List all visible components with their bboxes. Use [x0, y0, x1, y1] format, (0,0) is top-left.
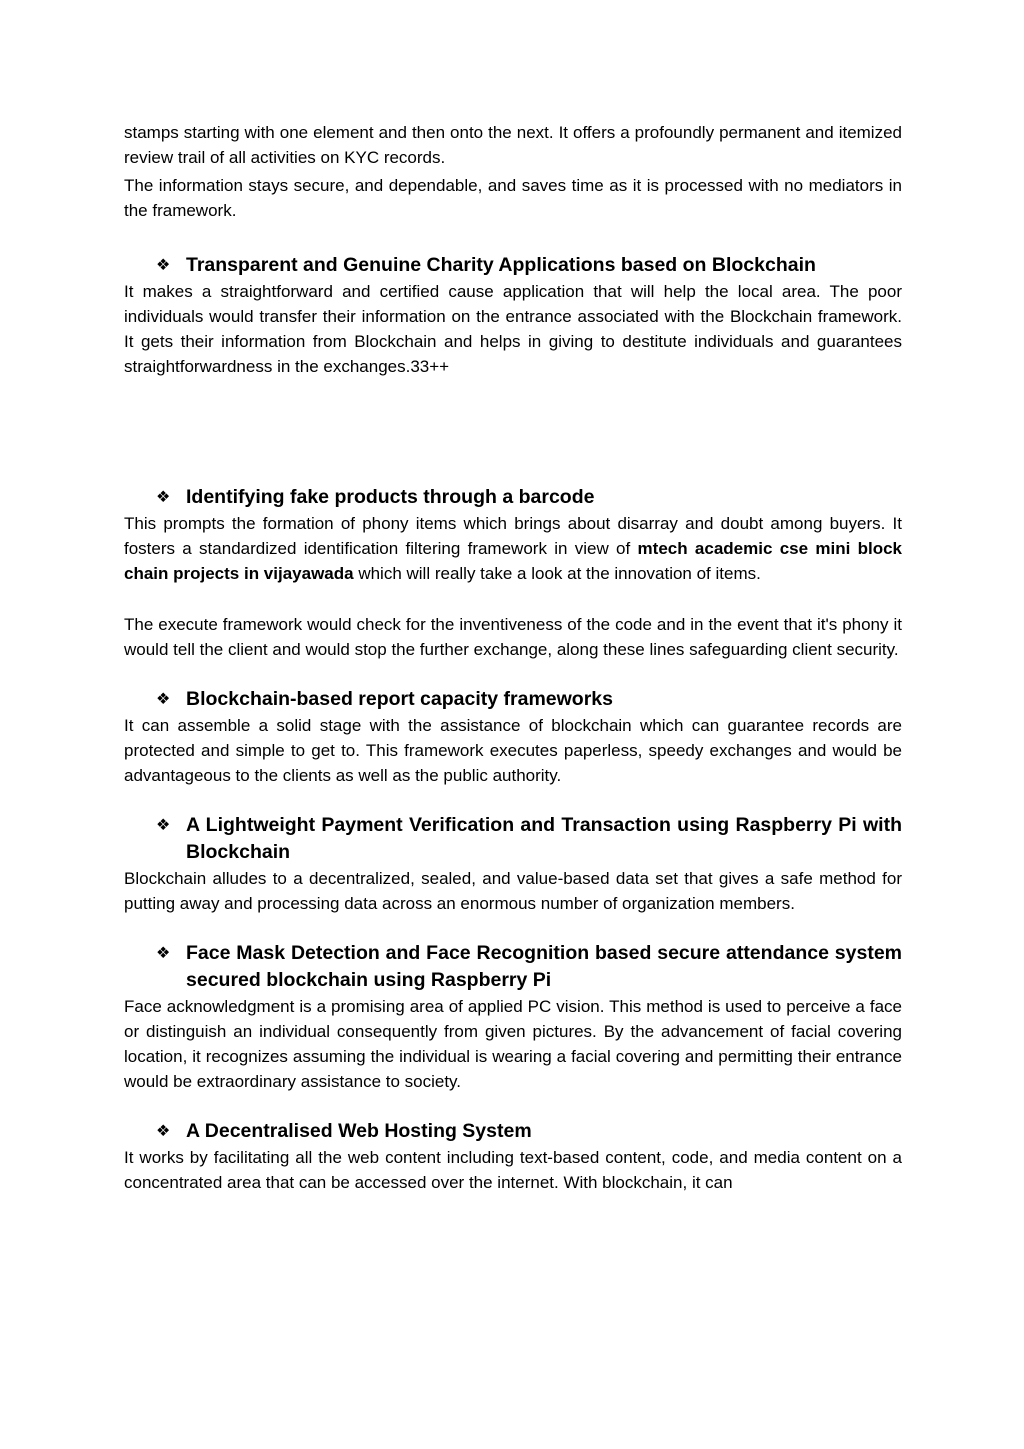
document-content: [124, 120, 902, 1195]
diamond-bullet-icon: ❖: [156, 1123, 171, 1140]
section-body-fake-products: [124, 511, 902, 586]
section-heading-text: A Decentralised Web Hosting System: [186, 1120, 532, 1142]
body-text-pre: This prompts the formation of phony items which brings about disarray and doubt among buyers. It fosters a standardized identification filtering framework in view of: [124, 514, 902, 558]
section-body-face-mask: Face acknowledgment is a promising area of applied PC vision. This method is used to perceive a face or distinguish an individual consequently from given pictures. By the advancement of facial covering location, it recognizes assuming the individual is wearing a facial covering and permitting their entrance would be extraordinary assistance to society.: [124, 997, 902, 1091]
body-text-post: which will really take a look at the innovation of items.: [353, 564, 761, 583]
section-heading-text: Identifying fake products through a barcode: [186, 486, 595, 508]
section-body-web-hosting: It works by facilitating all the web content including text-based content, code, and media content on a concentrated area that can be accessed over the internet. With blockchain, it can: [124, 1148, 902, 1192]
section-heading-fake-products: [124, 484, 902, 511]
section-heading-text: A Lightweight Payment Verification and Transaction using Raspberry Pi with Blockchain: [186, 814, 902, 863]
section-heading-text: Transparent and Genuine Charity Applications based on Blockchain: [186, 254, 816, 276]
intro-paragraph-2: The information stays secure, and dependable, and saves time as it is processed with no mediators in the framework.: [124, 176, 902, 220]
section-heading-charity: [124, 252, 902, 279]
section-body-report-capacity: It can assemble a solid stage with the assistance of blockchain which can guarantee records are protected and simple to get to. This framework executes paperless, speedy exchanges and would be advantageous to the clients as well as the public authority.: [124, 716, 902, 785]
diamond-bullet-icon: ❖: [156, 945, 171, 962]
section-body-payment-verification: Blockchain alludes to a decentralized, sealed, and value-based data set that gives a safe method for putting away and processing data across an enormous number of organization members.: [124, 869, 902, 913]
section-heading-report-capacity: [124, 686, 902, 713]
diamond-bullet-icon: ❖: [156, 489, 171, 506]
section-heading-face-mask: [124, 940, 902, 994]
section-heading-text: Face Mask Detection and Face Recognition based secure attendance system secured blockchain using Raspberry Pi: [186, 942, 902, 991]
section-heading-web-hosting: [124, 1118, 902, 1145]
diamond-bullet-icon: ❖: [156, 257, 171, 274]
intro-paragraph-1: stamps starting with one element and then onto the next. It offers a profoundly permanent and itemized review trail of all activities on KYC records.: [124, 123, 902, 167]
section-body-charity: It makes a straightforward and certified cause application that will help the local area. The poor individuals would transfer their information on the entrance associated with the Blockchain framework. It gets their information from Blockchain and helps in giving to destitute individuals and guarantees straightforwardness in the exchanges.33++: [124, 282, 902, 376]
body-keyword-bold: mtech academic cse mini block chain projects in vijayawada: [124, 539, 903, 583]
diamond-bullet-icon: ❖: [156, 691, 171, 708]
diamond-bullet-icon: ❖: [156, 817, 171, 834]
section-body-fake-products-2: The execute framework would check for the inventiveness of the code and in the event that it's phony it would tell the client and would stop the further exchange, along these lines safeguarding client security.: [124, 615, 902, 659]
section-heading-payment-verification: [124, 812, 902, 866]
section-heading-text: Blockchain-based report capacity frameworks: [186, 688, 613, 710]
